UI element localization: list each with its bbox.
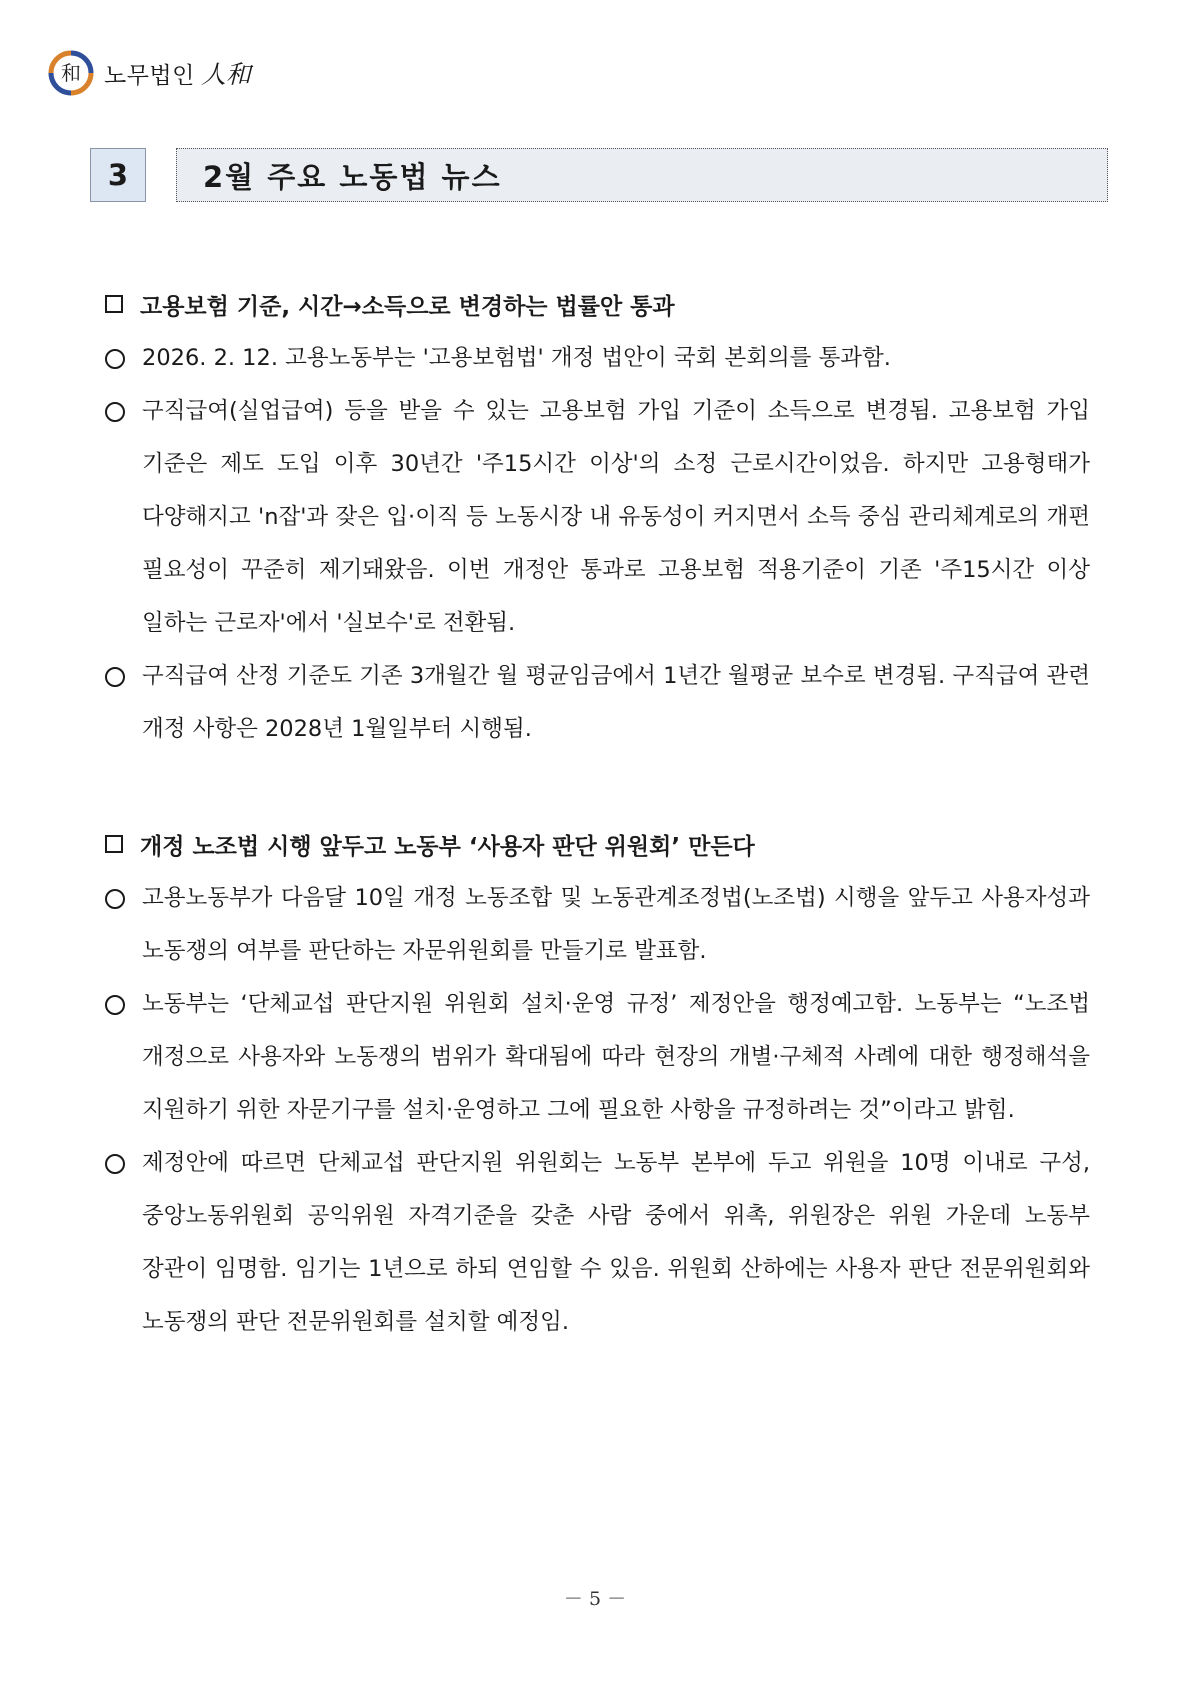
firm-logo-icon	[48, 50, 94, 96]
list-item-text: 2026. 2. 12. 고용노동부는 '고용보험법' 개정 법안이 국회 본회의를 통과함.	[142, 345, 891, 371]
circle-outline-icon	[105, 1154, 125, 1174]
section-header	[90, 148, 1108, 204]
topic-heading-text: 고용보험 기준, 시간→소득으로 변경하는 법률안 통과	[140, 293, 675, 320]
circle-outline-icon	[105, 889, 125, 909]
square-outline-icon	[105, 295, 123, 313]
section-number: 3	[90, 148, 146, 202]
list-item	[105, 332, 1090, 385]
list-item	[105, 1137, 1090, 1349]
circle-outline-icon	[105, 667, 125, 687]
org-name: 노무법인	[104, 62, 195, 89]
list-item	[105, 978, 1090, 1137]
page-header	[48, 48, 251, 98]
circle-outline-icon	[105, 349, 125, 369]
page-number: － 5 －	[563, 1588, 627, 1610]
section-title: 2월 주요 노동법 뉴스	[176, 148, 1108, 202]
news-content	[105, 272, 1090, 1349]
list-item-text: 제정안에 따르면 단체교섭 판단지원 위원회는 노동부 본부에 두고 위원을 10명 이내로 구성, 중앙노동위원회 공익위원 자격기준을 갖춘 사람 중에서 위촉, 위원장은 위원 가운데 노동부 장관이 임명함. 임기는 1년으로 하되 연임할 수 있음. 위원회 산하에는 사용자 판단 전문위원회와 노동쟁의 판단 전문위원회를 설치할 예정임.	[142, 1150, 1090, 1335]
list-item-text: 고용노동부가 다음달 10일 개정 노동조합 및 노동관계조정법(노조법) 시행을 앞두고 사용자성과 노동쟁의 여부를 판단하는 자문위원회를 만들기로 발표함.	[142, 885, 1090, 964]
circle-outline-icon	[105, 995, 125, 1015]
list-item	[105, 385, 1090, 650]
list-item-text: 노동부는 ‘단체교섭 판단지원 위원회 설치·운영 규정’ 제정안을 행정예고함. 노동부는 “노조법 개정으로 사용자와 노동쟁의 범위가 확대됨에 따라 현장의 개별·구체적 사례에 대한 행정해석을 지원하기 위한 자문기구를 설치·운영하고 그에 필요한 사항을 규정하려는 것”이라고 밝힘.	[142, 991, 1090, 1123]
logo-char: 和	[61, 61, 81, 85]
list-item	[105, 872, 1090, 978]
topic-heading	[105, 276, 1090, 332]
list-item	[105, 650, 1090, 756]
square-outline-icon	[105, 835, 123, 853]
topic-heading	[105, 816, 1090, 872]
topic-heading-text: 개정 노조법 시행 앞두고 노동부 ‘사용자 판단 위원회’ 만든다	[140, 833, 755, 860]
topic-spacer	[105, 756, 1090, 812]
org-script-name: 人和	[200, 60, 251, 89]
list-item-text: 구직급여(실업급여) 등을 받을 수 있는 고용보험 가입 기준이 소득으로 변경됨. 고용보험 가입 기준은 제도 도입 이후 30년간 '주15시간 이상'의 소정 근로시간이었음. 하지만 고용형태가 다양해지고 'n잡'과 잦은 입·이직 등 노동시장 내 유동성이 커지면서 소득 중심 관리체계로의 개편 필요성이 꾸준히 제기돼왔음. 이번 개정안 통과로 고용보험 적용기준이 기존 '주15시간 이상 일하는 근로자'에서 '실보수'로 전환됨.	[142, 398, 1090, 636]
list-item-text: 구직급여 산정 기준도 기존 3개월간 월 평균임금에서 1년간 월평균 보수로 변경됨. 구직급여 관련 개정 사항은 2028년 1월일부터 시행됨.	[142, 663, 1090, 742]
circle-outline-icon	[105, 402, 125, 422]
